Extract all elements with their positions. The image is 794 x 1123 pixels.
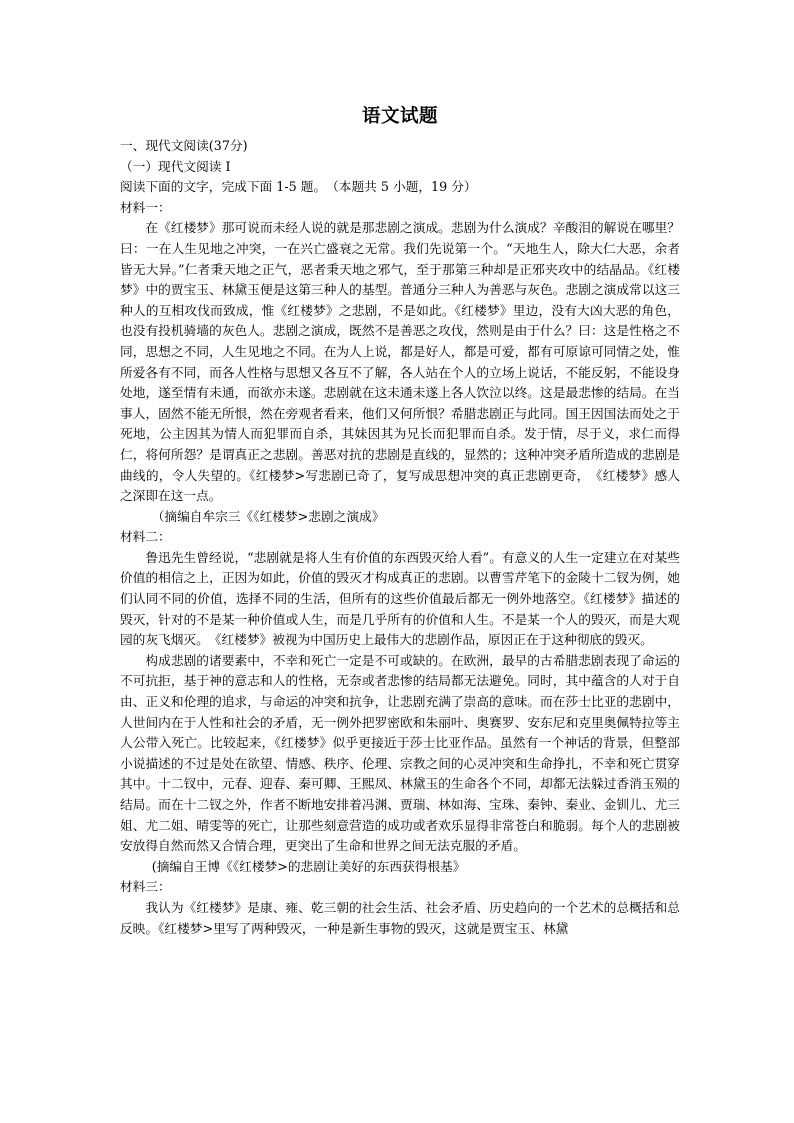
material-label: 材料一： (120, 199, 171, 215)
subsection-heading: （一）现代文阅读 I (120, 158, 231, 174)
material-source: （摘编自牟宗三《《红楼梦>悲剧之演成》 (151, 508, 385, 524)
instruction-text: 阅读下面的文字，完成下面 1-5 题。 （本题共 5 小题，19 分） (120, 179, 477, 195)
material-paragraph: 构成悲剧的诸要素中，不幸和死亡一定是不可或缺的。在欧洲，最早的古希腊悲剧表现了命运的不可抗拒，基于神的意志和人的性格，无奈或者悲惨的结局都无法避免。同时，其中蕴含的人对于自由、正义和伦理的追求，与命运的冲突和抗争，让悲剧充满了崇高的意味。而在莎士比亚的悲剧中，人世间内在于人性和社会的矛盾，无一例外把罗密欧和朱丽叶、奥赛罗、安东尼和克里奥佩特拉等主人公带入死亡。比较起来，《红楼梦》似乎更接近于莎士比亚作品。虽然有一个神话的背景，但整部小说描述的不过是处在欲望、情感、秩序、伦理、宗教之间的心灵冲突和生命挣扎，不幸和死亡贯穿其中。十二钗中，元春、迎春、秦可卿、王熙凤、林黛玉的生命各个不同，却都无法躲过香消玉殒的结局。而在十二钗之外，作者不断地安排着冯渊、贾瑞、林如海、宝珠、秦钟、秦业、金钏儿、尤三姐、尤二姐、晴雯等的死亡，让那些刻意营造的成功或者欢乐显得非常苍白和脆弱。每个人的悲剧被安放得自然而然又合情合理，更突出了生命和世界之间无法克服的矛盾。 (120, 652, 680, 854)
material-paragraph: 在《红楼梦》那可说而未经人说的就是那悲剧之演成。悲剧为什么演成？辛酸泪的解说在哪里？曰：一在人生见地之冲突，一在兴亡盛衰之无常。我们先说第一个。“天地生人，除大仁大恶，余者皆无大异。”仁者秉天地之正气，恶者秉天地之邪气，至于那第三种却是正邪夹攻中的结晶品。《红楼梦》中的贾宝玉、林黛玉便是这第三种人的基型。普通分三种人为善恶与灰色。悲剧之演成常以这三种人的互相攻伐而致成，惟《红楼梦》之悲剧，不是如此。《红楼梦》里边，没有大凶大恶的角色，也没有投机骑墙的灰色人。悲剧之演成，既然不是善恶之攻伐，然则是由于什么？曰：这是性格之不同，思想之不同，人生见地之不同。在为人上说，都是好人，都是可爱，都有可原谅可同情之处，惟所爱各有不同，而各人性格与思想又各互不了解，各人站在个人的立场上说话，不能反躬，不能设身处地，遂至情有未通，而欲亦未遂。悲剧就在这未通未遂上各人饮泣以终。这是最悲惨的结局。在当事人，固然不能无所恨，然在旁观者看来，他们又何所恨？希腊悲剧正与此同。国王因国法而处之于死地，公主因其为情人而犯罪而自杀，其妹因其为兄长而犯罪而自杀。发于情，尽于义，求仁而得仁，将何所怨？是谓真正之悲剧。善恶对抗的悲剧是直线的，显然的；这种冲突矛盾所造成的悲剧是曲线的，令人失望的。《红楼梦>写悲剧已奇了，复写成思想冲突的真正悲剧更奇， 《红楼梦》感人之深即在这一点。 (120, 220, 680, 504)
material-source: (摘编自王博《《红楼梦>的悲剧让美好的东西获得根基》 (151, 858, 466, 874)
section-heading: 一、现代文阅读(37分) (120, 138, 248, 153)
page-title: 语文试题 (361, 106, 438, 127)
document-page (120, 104, 680, 939)
material-label: 材料二： (120, 529, 171, 545)
material-paragraph: 我认为《红楼梦》是康、雍、乾三朝的社会生活、社会矛盾、历史趋向的一个艺术的总概括和总反映。《红楼梦>里写了两种毁灭，一种是新生事物的毁灭，这就是贾宝玉、林黛 (120, 899, 680, 936)
material-label: 材料三： (120, 879, 171, 895)
material-paragraph: 鲁迅先生曾经说，“悲剧就是将人生有价值的东西毁灭给人看”。有意义的人生一定建立在对某些价值的相信之上，正因为如此，价值的毁灭才构成真正的悲剧。以曹雪芹笔下的金陵十二钗为例，她们认同不同的价值，选择不同的生活，但所有的这些价值最后都无一例外地落空。《红楼梦》描述的毁灭，针对的不是某一种价值或人生，而是几乎所有的价值和人生。不是某一个人的毁灭，而是大观园的灰飞烟灭。 《红楼梦》被视为中国历史上最伟大的悲剧作品，原因正在于这种彻底的毁灭。 (120, 549, 680, 648)
